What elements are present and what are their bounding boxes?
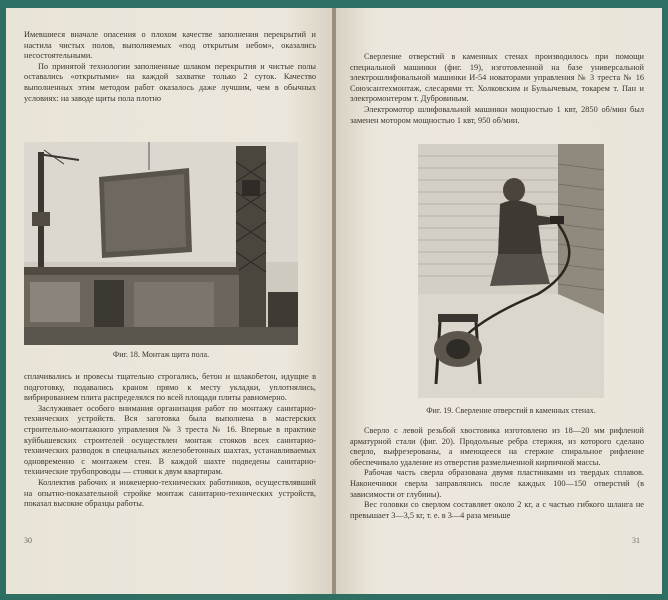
page-number-right: 31 (632, 536, 640, 545)
paragraph: Имевшиеся вначале опасения о плохом качестве заполнения перекрытий и настила чистых полов, выполняемых «под открытым небом», оказались несостоятельными. (24, 30, 316, 61)
figure-19-caption: Фиг. 19. Сверление отверстий в каменных стенах. (426, 406, 596, 415)
paragraph: По принятой технологии заполненные шлаком перекрытия и чистые полы оставались «открытыми» на каждой захватке только 2 суток. Качество выполненных этим методом работ оказалось даже лучшим, чем в обычных условиях: на заводе щиты пола плотно (24, 61, 316, 103)
paragraph: Сверление отверстий в каменных стенах производилось при помощи специальной машинки (фиг. 19), изготовленной на базе универсальной электрошлифовальной машинки И-54 новаторами управления № 3 треста № 16 Союзсантехмонтаж, слесарями тт. Холковским и Бульычевым, токарем т. Пан и электромонтером т. Дубровиным. (350, 52, 644, 104)
paragraph: Электромотор шлифовальной машинки мощностью 1 квт, 2850 об/мин был заменен мотором мощностью 1 квт, 950 об/мин. (350, 104, 644, 125)
book-spread (6, 8, 662, 594)
right-top-text (350, 52, 644, 126)
paragraph: Коллектив рабочих и инженерно-технических работников, осуществлявший на опытно-показательной стройке монтаж санитарно-технических устройств, показал высокие образцы работы. (24, 477, 316, 509)
page-number-left: 30 (24, 536, 32, 545)
right-page (336, 8, 662, 594)
figure-18-photo (24, 142, 298, 345)
left-page (6, 8, 334, 594)
paragraph: Сверло с левой резьбой хвостовика изготовлено из 18—20 мм рифленой арматурной стали (фиг. 20). Продольные ребра стержня, из которого сделано сверло, выфрезерованы, а имеющееся на стержне спиральное рифление обеспечивало удаление из отверстия размельченной кирпичной массы. (350, 426, 644, 467)
paragraph: Вес головки со сверлом составляет около 2 кг, а с частью гибкого шланга не превышает 3—3,5 кг, т. е. в 3—4 раза меньше (350, 500, 644, 520)
paragraph: сплачивались и провесы тщательно строгались, бетон и шлакобетон, идущие в подготовку, подавались краном прямо к месту укладки, уплотнялись, вибрированием плита распределялся по всей площади плиты равномерно. (24, 372, 316, 403)
figure-19-illustration (418, 144, 604, 398)
right-bottom-text (350, 426, 644, 521)
left-bottom-text (24, 372, 316, 510)
paragraph: Рабочая часть сверла образована двумя пластинками из твердых сплавов. Наконечники сверла заправлялись после каждых 100—150 отверстий (в зависимости от глубины). (350, 468, 644, 499)
paragraph: Заслуживает особого внимания организация работ по монтажу санитарно-технических устройств. Вся заготовка была выполнена в мастерских строительно-монтажного управления № 3 треста № 16. Впервые в практике куйбышевских строителей осуществлен монтаж стояков всех санитарно-технических разводок в специальных железобетонных шахтах, устанавливаемых одновременно с монтажем стен. В каждой шахте подведены санитарно-технические трубопроводы — стояки к двум квартирам. (24, 403, 316, 477)
left-top-text (24, 30, 316, 104)
figure-18-caption: Фиг. 18. Монтаж щита пола. (112, 350, 210, 359)
